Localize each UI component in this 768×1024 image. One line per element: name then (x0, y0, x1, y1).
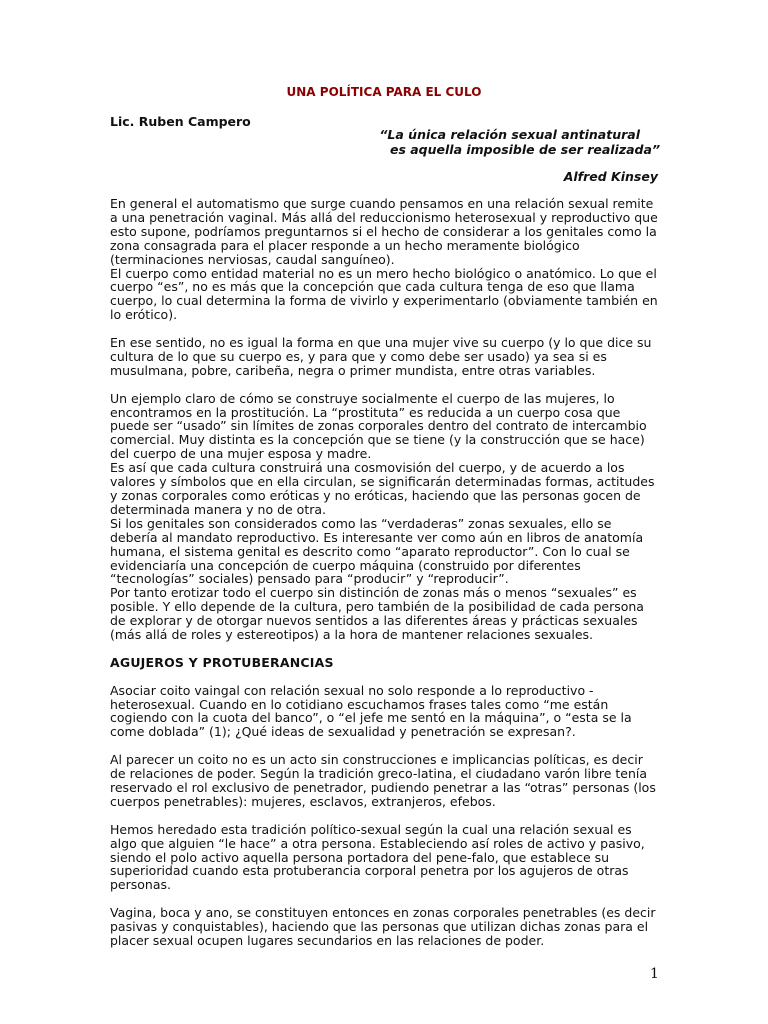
epigraph-line-1: “La única relación sexual antinatural (379, 127, 640, 142)
document-title: UNA POLÍTICA PARA EL CULO (286, 85, 482, 99)
epigraph-quote (300, 127, 660, 157)
paragraph: Al parecer un coito no es un acto sin construcciones e implicancias políticas, es decir de relaciones de poder. Según la tradición greco-latina, el ciudadano varón libre tenía reservado el rol exclusivo de penetrador, pudiendo penetrar a las “otras” personas (los cuerpos penetrables): mujeres, esclavos, extranjeros, efebos. (110, 752, 656, 809)
epigraph-attribution: Alfred Kinsey (563, 169, 658, 184)
paragraph: El cuerpo como entidad material no es un mero hecho biológico o anatómico. Lo que el cuerpo “es”, no es más que la concepción que cada cultura tenga de eso que llama cuerpo, lo cual determina la forma de vivirlo y experimentarlo (obviamente también en lo erótico). (110, 265, 658, 323)
section-heading: AGUJEROS Y PROTUBERANCIAS (110, 654, 334, 670)
paragraph: En ese sentido, no es igual la forma en que una mujer vive su cuerpo (y lo que dice su cultura de lo que su cuerpo es, y para que y como debe ser usado) ya sea si es musulmana, pobre, caribeña, negra o primer mundista, entre otras variables. (110, 335, 652, 378)
paragraph: Vagina, boca y ano, se constituyen entonces en zonas corporales penetrables (es decir pasivas y conquistables), haciendo que las personas que utilizan dichas zonas para el placer sexual ocupen lugares secundarios en las relaciones de poder. (110, 905, 656, 948)
paragraph: Asociar coito vaingal con relación sexual no solo responde a lo reproductivo - heterosexual. Cuando en lo cotidiano escuchamos frases tales como “me están cogiendo con la cuota del banco”, o “el jefe me sentó en la máquina”, o “esta se la come doblada” (1); ¿Qué ideas de sexualidad y penetración se expresan?. (110, 682, 632, 740)
paragraph: Un ejemplo claro de cómo se construye socialmente el cuerpo de las mujeres, lo encontramos en la prostitución. La “prostituta” es reducida a un cuerpo cosa que puede ser “usado” sin límites de zonas corporales dentro del contrato de intercambio comercial. Muy distinta es la concepción que se tiene (y la construcción que se hace) del cuerpo de una mujer esposa y madre. (110, 390, 647, 462)
page-number: 1 (650, 966, 659, 982)
paragraph: Por tanto erotizar todo el cuerpo sin distinción de zonas más o menos “sexuales” es posible. Y ello depende de la cultura, pero también de la posibilidad de cada persona de explorar y de otorgar nuevos sentidos a las diferentes áreas y prácticas sexuales (más allá de roles y estereotipos) a la hora de mantener relaciones sexuales. (110, 585, 644, 643)
paragraph: Si los genitales son considerados como las “verdaderas” zonas sexuales, ello se debería al mandato reproductivo. Es interesante ver como aún en libros de anatomía humana, el sistema genital es descrito como “aparato reproductor”. Con lo cual se evidenciaría una concepción de cuerpo máquina (construido por diferentes “tecnologías” sociales) pensado para “producir” y “reproducir”. (110, 515, 644, 587)
document-body (110, 197, 658, 948)
paragraph: Es así que cada cultura construirá una cosmovisión del cuerpo, y de acuerdo a los valores y símbolos que en ella circulan, se significarán determinadas formas, actitudes y zonas corporales como eróticas y no eróticas, haciendo que las personas gocen de determinada manera y no de otra. (110, 460, 655, 517)
paragraph: Hemos heredado esta tradición político-sexual según la cual una relación sexual es algo que alguien “le hace” a otra persona. Estableciendo así roles de activo y pasivo, siendo el polo activo aquella persona portadora del pene-falo, que establece su superioridad cuando esta protuberancia corporal penetra por los agujeros de otras personas. (110, 821, 645, 893)
epigraph-line-2: es aquella imposible de ser realizada” (389, 142, 660, 157)
author-name: Lic. Ruben Campero (110, 114, 251, 129)
paragraph: En general el automatismo que surge cuando pensamos en una relación sexual remite a una penetración vaginal. Más allá del reduccionismo heterosexual y reproductivo que esto supone, podríamos preguntarnos si el hecho de considerar a los genitales como la zona consagrada para el placer responde a un hecho meramente biológico (terminaciones nerviosas, caudal sanguíneo). (110, 196, 658, 267)
